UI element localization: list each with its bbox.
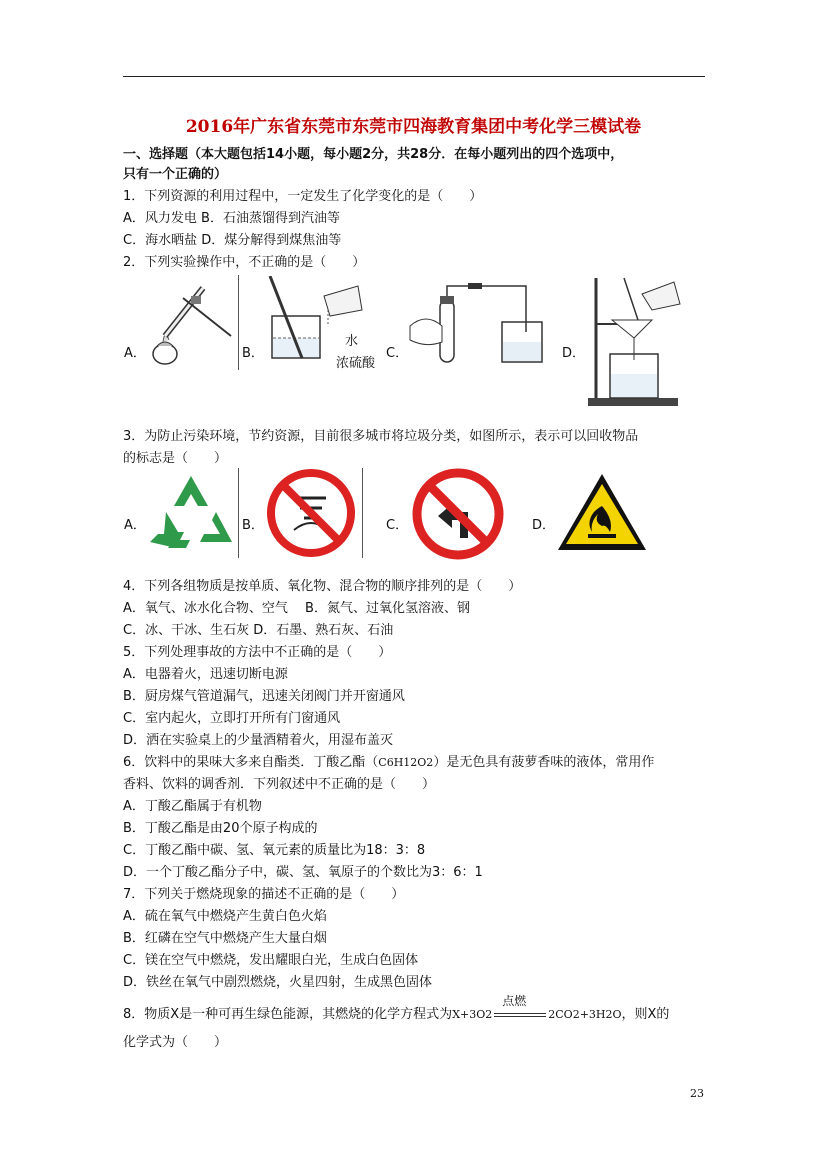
page-title: 2016年广东省东莞市东莞市四海教育集团中考化学三模试卷 xyxy=(185,117,642,137)
filtration-apparatus-image xyxy=(582,274,692,409)
question-8-stem-cont: 化学式为（ ） xyxy=(123,1035,228,1050)
question-7-option-c: C．镁在空气中燃烧，发出耀眼白光，生成白色固体 xyxy=(123,953,419,968)
no-burning-sign-icon xyxy=(266,468,356,558)
question-5-option-b: B．厨房煤气管道漏气，迅速关闭阀门并开窗通风 xyxy=(123,689,405,704)
question-6-stem-part2: ）是无色具有菠萝香味的液体，常用作 xyxy=(433,755,655,770)
question-7-option-a: A．硫在氧气中燃烧产生黄白色火焰 xyxy=(123,909,327,924)
water-label: 水 xyxy=(345,334,359,349)
question-2-stem: 2．下列实验操作中，不正确的是（ ） xyxy=(123,255,366,270)
question-3-stem-cont: 的标志是（ ） xyxy=(123,451,228,466)
equation-left: X+3O2 xyxy=(452,1008,493,1021)
divider xyxy=(362,468,363,558)
divider xyxy=(238,275,239,370)
option-a-label: A． xyxy=(124,518,146,533)
chemical-formula: C6H12O2 xyxy=(378,756,434,769)
option-b-label: B． xyxy=(242,518,264,533)
question-6-stem-cont: 香料、饮料的调香剂．下列叙述中不正确的是（ ） xyxy=(123,777,436,792)
question-6-option-d: D．一个丁酸乙酯分子中，碳、氢、氧原子的个数比为3：6：1 xyxy=(123,865,483,880)
question-1-stem: 1．下列资源的利用过程中，一定发生了化学变化的是（ ） xyxy=(123,189,483,204)
airtightness-check-image xyxy=(406,282,546,372)
question-7-stem: 7．下列关于燃烧现象的描述不正确的是（ ） xyxy=(123,887,405,902)
question-1-options-ab: A．风力发电 B．石油蒸馏得到汽油等 xyxy=(123,211,340,226)
option-b-label: B． xyxy=(242,346,264,361)
option-a-label: A． xyxy=(124,346,146,361)
heating-apparatus-image xyxy=(143,278,235,370)
question-8-stem xyxy=(123,993,670,1024)
question-6-option-b: B．丁酸乙酯是由20个原子构成的 xyxy=(123,821,318,836)
question-4-options-cd: C．冰、干冰、生石灰 D．石墨、熟石灰、石油 xyxy=(123,623,394,638)
question-4-stem: 4．下列各组物质是按单质、氧化物、混合物的顺序排列的是（ ） xyxy=(123,579,522,594)
question-7-option-b: B．红磷在空气中燃烧产生大量白烟 xyxy=(123,931,327,946)
reaction-arrow xyxy=(492,993,548,1022)
page-number: 23 xyxy=(690,1087,704,1100)
divider xyxy=(238,468,239,558)
question-8-stem-part1: 8．物质X是一种可再生绿色能源，其燃烧的化学方程式为 xyxy=(123,1007,453,1022)
header-rule xyxy=(123,76,705,77)
reaction-condition: 点燃 xyxy=(502,993,527,1008)
question-5-option-d: D．洒在实验桌上的少量酒精着火，用湿布盖灭 xyxy=(123,733,394,748)
question-6-option-c: C．丁酸乙酯中碳、氢、氧元素的质量比为18：3：8 xyxy=(123,843,426,858)
question-4-options-ab: A．氧气、冰水化合物、空气 B．氮气、过氧化氢溶液、钢 xyxy=(123,601,470,616)
equation-right: 2CO2+3H2O xyxy=(548,1008,622,1021)
question-5-option-a: A．电器着火，迅速切断电源 xyxy=(123,667,288,682)
option-d-label: D． xyxy=(562,346,586,361)
question-8-stem-part2: ，则X的 xyxy=(621,1007,670,1022)
question-6-option-a: A．丁酸乙酯属于有机物 xyxy=(123,799,262,814)
no-left-turn-icon xyxy=(412,468,504,560)
acid-label: 浓硫酸 xyxy=(336,356,376,371)
section-heading-cont: 只有一个正确的） xyxy=(123,167,228,182)
question-5-option-c: C．室内起火，立即打开所有门窗通风 xyxy=(123,711,341,726)
option-d-label: D． xyxy=(532,518,556,533)
section-heading: 一、选择题（本大题包括14小题，每小题2分，共28分．在每小题列出的四个选项中， xyxy=(123,147,624,162)
question-3-stem: 3．为防止污染环境，节约资源，目前很多城市将垃圾分类，如图所示，表示可以回收物品 xyxy=(123,429,639,444)
option-c-label: C． xyxy=(386,518,409,533)
question-1-options-cd: C．海水晒盐 D．煤分解得到煤焦油等 xyxy=(123,233,342,248)
option-c-label: C． xyxy=(386,346,409,361)
question-5-stem: 5．下列处理事故的方法中不正确的是（ ） xyxy=(123,645,392,660)
question-6-stem xyxy=(123,754,654,772)
question-7-option-d: D．铁丝在氧气中剧烈燃烧，火星四射，生成黑色固体 xyxy=(123,975,433,990)
recycle-icon xyxy=(146,470,236,554)
flammable-warning-icon xyxy=(554,470,650,554)
question-6-stem-part1: 6．饮料中的果味大多来自酯类．丁酸乙酯（ xyxy=(123,755,379,770)
